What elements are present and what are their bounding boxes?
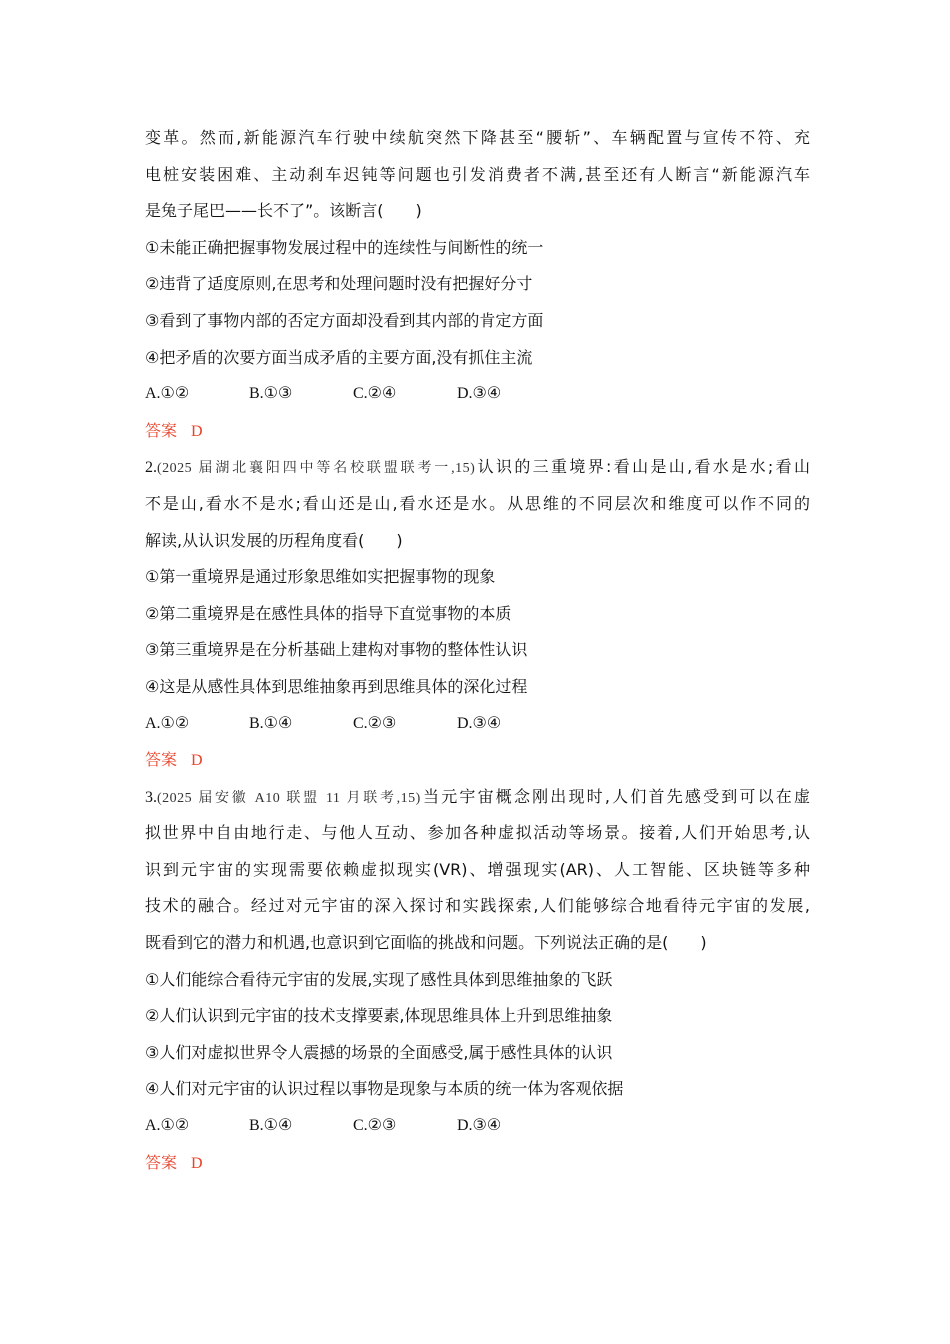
q3-stem-line-1-text: 当元宇宙概念刚出现时,人们首先感受到可以在虚: [420, 786, 810, 806]
q1-item-1: ①未能正确把握事物发展过程中的连续性与间断性的统一: [145, 237, 544, 257]
q1-option-a: A.①②: [145, 385, 190, 403]
q3-answer: [145, 1145, 810, 1182]
q2-stem-line-3: 解读,从认识发展的历程角度看( ): [145, 530, 403, 550]
q2-item-1: ①第一重境界是通过形象思维如实把握事物的现象: [145, 567, 496, 587]
q2-answer-value: D: [191, 752, 203, 770]
q3-item-1: ①人们能综合看待元宇宙的发展,实现了感性具体到思维抽象的飞跃: [145, 969, 613, 989]
q3-option-a: A.①②: [145, 1117, 190, 1135]
q2-stem-line-1: [145, 449, 810, 486]
q3-stem-line-3: 识到元宇宙的实现需要依赖虚拟现实(VR)、增强现实(AR)、人工智能、区块链等多种: [145, 859, 810, 879]
q1-item-2: ②违背了适度原则,在思考和处理问题时没有把握好分寸: [145, 274, 533, 294]
q2-stem-line-1-text: 认识的三重境界:看山是山,看水是水;看山: [475, 457, 810, 477]
q3-answer-value: D: [191, 1154, 203, 1172]
q3-item-4: ④人们对元宇宙的认识过程以事物是现象与本质的统一体为客观依据: [145, 1079, 624, 1099]
q1-item-4: ④把矛盾的次要方面当成矛盾的主要方面,没有抓住主流: [145, 347, 533, 367]
q2-option-a: A.①②: [145, 714, 190, 732]
q1-option-d: D.③④: [457, 385, 502, 403]
q3-item-2: ②人们认识到元宇宙的技术支撑要素,体现思维具体上升到思维抽象: [145, 1006, 613, 1026]
q2-options: [145, 706, 810, 743]
q2-source: (2025 届湖北襄阳四中等名校联盟联考一,15): [157, 461, 476, 477]
q3-item-3: ③人们对虚拟世界令人震撼的场景的全面感受,属于感性具体的认识: [145, 1042, 613, 1062]
question-3: [145, 779, 810, 1182]
q3-stem-line-5: 既看到它的潜力和机遇,也意识到它面临的挑战和问题。下列说法正确的是( ): [145, 933, 707, 953]
q3-option-d: D.③④: [457, 1117, 502, 1135]
q3-stem-line-4: 技术的融合。经过对元宇宙的深入探讨和实践探索,人们能够综合地看待元宇宙的发展,: [145, 896, 810, 916]
q1-answer: [145, 413, 810, 450]
q1-option-b: B.①③: [249, 385, 293, 403]
question-2: [145, 449, 810, 778]
q3-stem-line-2: 拟世界中自由地行走、与他人互动、参加各种虚拟活动等场景。接着,人们开始思考,认: [145, 823, 810, 843]
q2-item-3: ③第三重境界是在分析基础上建构对事物的整体性认识: [145, 640, 528, 660]
q3-source: (2025 届安徽 A10 联盟 11 月联考,15): [157, 790, 421, 806]
q2-item-4: ④这是从感性具体到思维抽象再到思维具体的深化过程: [145, 676, 528, 696]
q1-answer-label: 答案: [145, 420, 178, 440]
q2-answer: [145, 742, 810, 779]
q3-options: [145, 1108, 810, 1145]
q2-option-c: C.②③: [353, 714, 397, 732]
q1-answer-value: D: [191, 422, 203, 440]
q3-stem-line-1: [145, 779, 810, 816]
q3-number: 3.: [145, 788, 157, 806]
q1-stem-line-2: 电桩安装困难、主动刹车迟钝等问题也引发消费者不满,甚至还有人断言“新能源汽车: [145, 164, 810, 184]
q2-answer-label: 答案: [145, 750, 178, 770]
q2-option-d: D.③④: [457, 714, 502, 732]
q1-stem-line-1: 变革。然而,新能源汽车行驶中续航突然下降甚至“腰斩”、车辆配置与宣传不符、充: [145, 128, 810, 147]
document-page: [145, 120, 810, 1181]
q1-stem-line-3: 是兔子尾巴——长不了”。该断言( ): [145, 201, 422, 221]
q2-stem-line-2: 不是山,看水不是水;看山还是山,看水还是水。从思维的不同层次和维度可以作不同的: [145, 493, 810, 513]
q1-option-c: C.②④: [353, 385, 397, 403]
q2-option-b: B.①④: [249, 714, 293, 732]
q3-answer-label: 答案: [145, 1152, 178, 1172]
q3-option-b: B.①④: [249, 1117, 293, 1135]
question-1: [145, 120, 810, 449]
q2-number: 2.: [145, 459, 157, 477]
q3-option-c: C.②③: [353, 1117, 397, 1135]
q1-options: [145, 376, 810, 413]
q1-item-3: ③看到了事物内部的否定方面却没看到其内部的肯定方面: [145, 310, 544, 330]
q2-item-2: ②第二重境界是在感性具体的指导下直觉事物的本质: [145, 603, 512, 623]
